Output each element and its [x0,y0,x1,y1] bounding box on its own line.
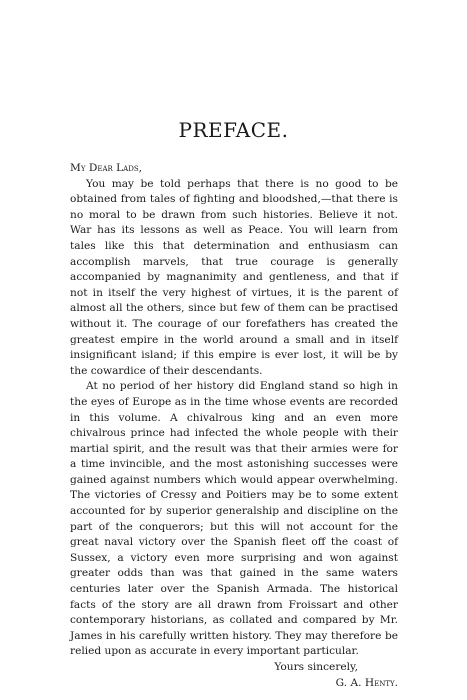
salutation: My Dear Lads, [70,162,142,174]
paragraph-2: At no period of her history did England stand so high in the eyes of Europe as in the time whose events are recorded in this volume. A chivalrous king and an even more chivalrous prince had infected the whole people with their martial spirit, and the result was that their armies were for a time invincible, and the most astonishing successes were gained against numbers which would appear overwhelming. The victories of Cressy and Poitiers may be to some extent accounted for by superior generalship and discipline on the part of the conquerors; but this will not account for the great naval victory over the Spanish fleet off the coast of Sussex, a victory even more surprising and won against greater odds than was that gained in the same waters centuries later over the Spanish Armada. The historical facts of the story are all drawn from Froissart and other contemporary historians, as collated and compared by Mr. James in his carefully written history. They may therefore be relied upon as accurate in every important particular. [70,380,398,658]
signature: G. A. Henty. [335,676,398,689]
paragraph-1: You may be told perhaps that there is no good to be obtained from tales of fighting and bloodshed,—that there is no moral to be drawn from such histories. Believe it not. War has its lessons as well as Peace. You will learn from tales like this that determination and enthusiasm can accomplish marvels, that true courage is generally accompanied by magnanimity and gentleness, and that if not in itself the very highest of virtues, it is the parent of almost all the others, since but few of them can be practised without it. The courage of our forefathers has created the greatest empire in the world around a small and in itself insignificant island; if this empire is ever lost, it will be by the cowardice of their descendants. [70,177,398,377]
closing: Yours sincerely, [274,661,358,673]
page-title: PREFACE. [178,118,289,142]
preface-body [70,161,398,691]
